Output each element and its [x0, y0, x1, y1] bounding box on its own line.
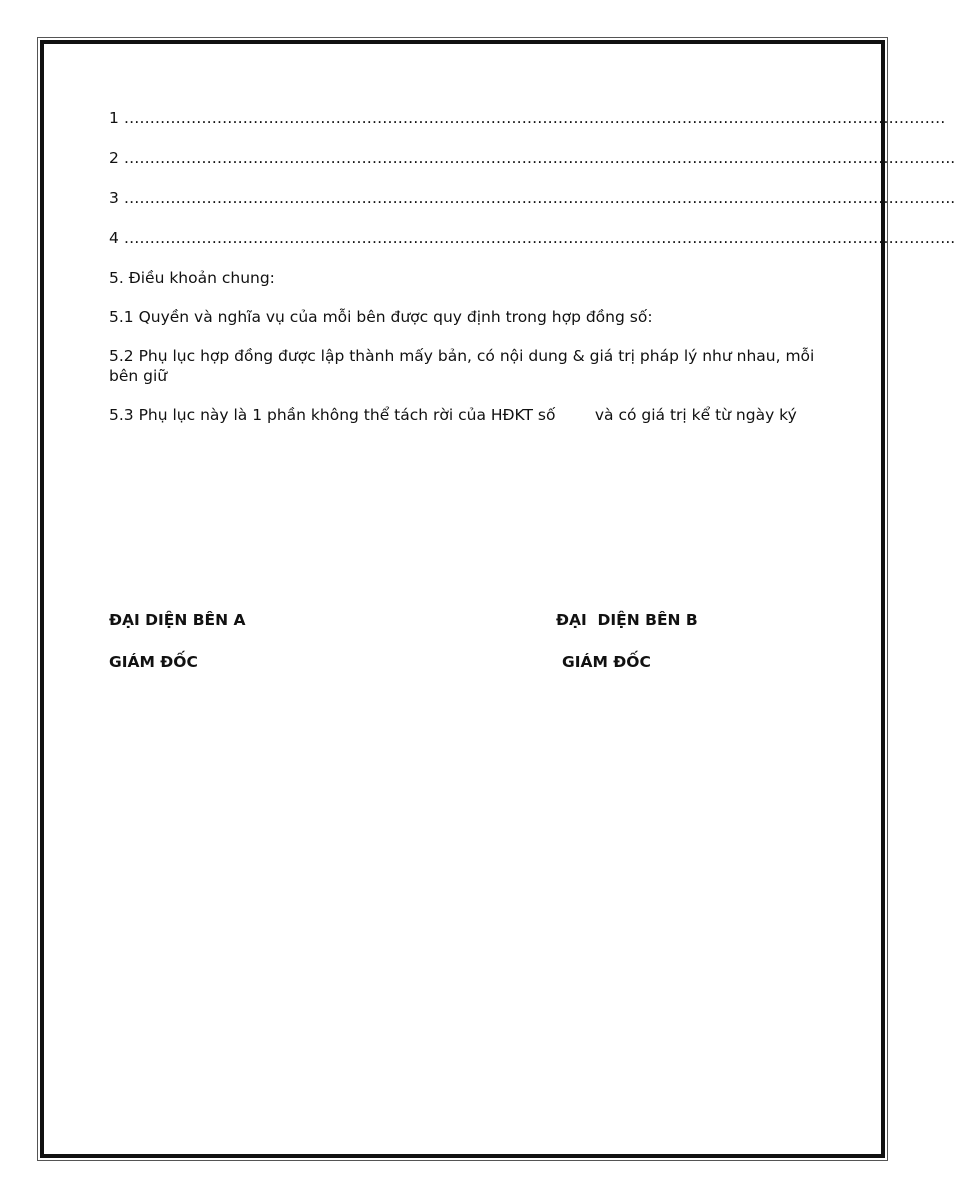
party-a-title: GIÁM ĐỐC: [109, 653, 198, 671]
line-number: 4: [109, 229, 119, 247]
clause-5-2: 5.2 Phụ lục hợp đồng được lập thành mấy bản, có nội dung & giá trị pháp lý như nhau, mỗi bên giữ: [109, 347, 815, 385]
dotted-fill: ……………………………………………………………………………………………………………………………………………: [123, 109, 946, 127]
dotted-fill: ……………………………………………………………………………………………………………………………………………..: [123, 189, 955, 207]
section-heading-general-terms: 5. Điều khoản chung:: [109, 269, 275, 287]
dotted-fill: ……………………………………………………………………………………………………………………………………………..: [123, 149, 955, 167]
party-b-label: ĐẠI DIỆN BÊN B: [556, 611, 698, 629]
clause-5-3: 5.3 Phụ lục này là 1 phần không thể tách rời của HĐKT số và có giá trị kể từ ngày ký: [109, 406, 797, 424]
line-number: 1: [109, 109, 119, 127]
blank-line-4: [109, 228, 955, 248]
blank-line-2: [109, 148, 955, 168]
blank-line-1: [109, 108, 946, 128]
blank-line-3: [109, 188, 955, 208]
signature-block-party-a: [109, 610, 246, 694]
clause-5-1: 5.1 Quyền và nghĩa vụ của mỗi bên được quy định trong hợp đồng số:: [109, 308, 653, 326]
party-b-title: GIÁM ĐỐC: [562, 653, 651, 671]
line-number: 3: [109, 189, 119, 207]
document-body: [109, 108, 955, 444]
signature-block-party-b: [556, 610, 698, 694]
line-number: 2: [109, 149, 119, 167]
dotted-fill: ……………………………………………………………………………………………………………………………………………..: [123, 229, 955, 247]
party-a-label: ĐẠI DIỆN BÊN A: [109, 611, 246, 629]
